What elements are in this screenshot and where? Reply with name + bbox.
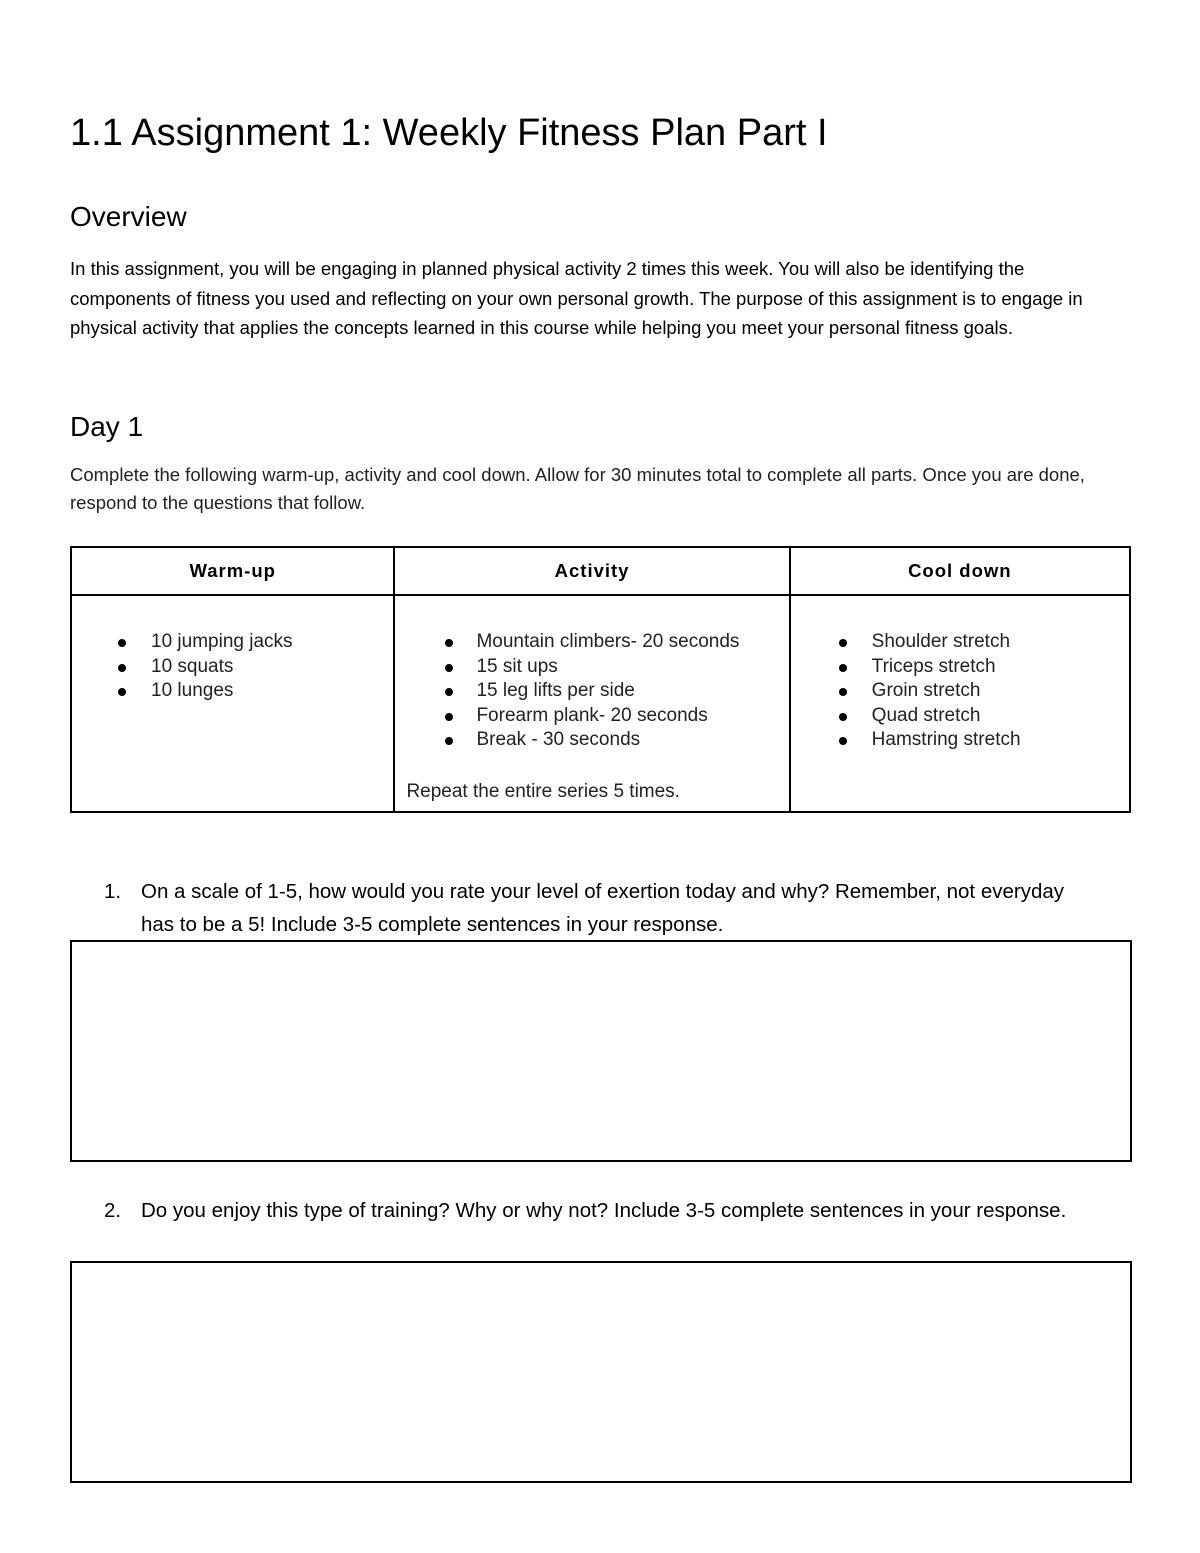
- list-item: Forearm plank- 20 seconds: [395, 704, 788, 729]
- header-warmup: Warm-up: [71, 547, 394, 595]
- question-2: [70, 1194, 1132, 1227]
- list-item: 15 sit ups: [395, 655, 788, 680]
- list-item: 15 leg lifts per side: [395, 679, 788, 704]
- bullet-icon: [445, 737, 453, 745]
- header-cooldown: Cool down: [790, 547, 1130, 595]
- bullet-icon: [118, 664, 126, 672]
- bullet-icon: [839, 664, 847, 672]
- bullet-icon: [445, 639, 453, 647]
- bullet-icon: [118, 688, 126, 696]
- answer-box-1[interactable]: [70, 940, 1132, 1162]
- bullet-icon: [445, 664, 453, 672]
- cooldown-list: [791, 630, 1129, 753]
- bullet-icon: [445, 688, 453, 696]
- bullet-icon: [118, 639, 126, 647]
- question-text: On a scale of 1-5, how would you rate your level of exertion today and why? Remember, not everyday has to be a 5! Include 3-5 complete sentences in your response.: [141, 880, 1065, 936]
- bullet-icon: [839, 688, 847, 696]
- bullet-icon: [839, 737, 847, 745]
- list-item: Shoulder stretch: [791, 630, 1129, 655]
- warmup-cell: [71, 595, 394, 812]
- question-number: 1.: [104, 880, 122, 903]
- list-item: 10 squats: [72, 655, 393, 680]
- list-item: 10 lunges: [72, 679, 393, 704]
- workout-table: [70, 546, 1131, 813]
- header-activity: Activity: [394, 547, 789, 595]
- answer-box-2[interactable]: [70, 1261, 1132, 1483]
- page-title: 1.1 Assignment 1: Weekly Fitness Plan Part I: [70, 112, 828, 154]
- activity-cell: [394, 595, 789, 812]
- list-item: Hamstring stretch: [791, 728, 1129, 753]
- question-number: 2.: [104, 1199, 122, 1222]
- bullet-icon: [445, 713, 453, 721]
- list-item: 10 jumping jacks: [72, 630, 393, 655]
- activity-repeat-note: Repeat the entire series 5 times.: [406, 780, 680, 802]
- list-item: Break - 30 seconds: [395, 728, 788, 753]
- question-text: Do you enjoy this type of training? Why or why not? Include 3-5 complete sentences in your response.: [141, 1199, 1067, 1222]
- list-item: Quad stretch: [791, 704, 1129, 729]
- list-item: Triceps stretch: [791, 655, 1129, 680]
- bullet-icon: [839, 713, 847, 721]
- list-item: Mountain climbers- 20 seconds: [395, 630, 788, 655]
- day1-heading: Day 1: [70, 411, 144, 442]
- question-1: [70, 875, 1132, 941]
- warmup-list: [72, 630, 393, 704]
- cooldown-cell: [790, 595, 1130, 812]
- activity-list: [395, 630, 788, 753]
- day1-instructions: Complete the following warm-up, activity and cool down. Allow for 30 minutes total to complete all parts. Once you are done, respond to the questions that follow.: [70, 464, 1085, 513]
- overview-text: In this assignment, you will be engaging in planned physical activity 2 times this week. You will also be identifying the components of fitness you used and reflecting on your own personal growth. The purpose of this assignment is to engage in physical activity that applies the concepts learned in this course while helping you meet your personal fitness goals.: [70, 258, 1083, 338]
- list-item: Groin stretch: [791, 679, 1129, 704]
- overview-heading: Overview: [70, 201, 187, 232]
- bullet-icon: [839, 639, 847, 647]
